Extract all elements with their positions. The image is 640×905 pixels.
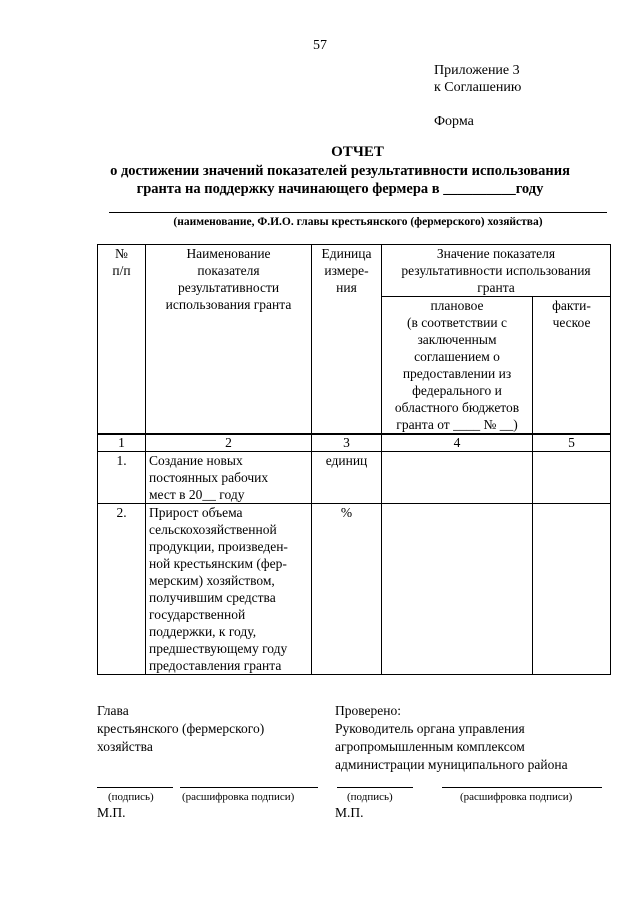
column-number: 3 xyxy=(312,434,382,452)
signature-right-line: агропромышленным комплексом xyxy=(335,739,525,754)
header-unit xyxy=(312,245,382,435)
appendix-reference xyxy=(434,62,521,96)
table-header-row xyxy=(98,245,611,297)
row-name-line: предшествующему году xyxy=(149,641,288,656)
left-signature-line[interactable] xyxy=(97,787,173,788)
header-value-line: Значение показателя xyxy=(436,246,556,261)
farm-name-fill-line xyxy=(109,212,607,213)
left-decode-line[interactable] xyxy=(180,787,318,788)
header-planned-line: плановое xyxy=(430,298,484,313)
signature-left-title xyxy=(97,702,264,756)
row-indicator-name xyxy=(146,452,312,504)
row-name-line: поддержки, к году, xyxy=(149,624,257,639)
signature-right-line: администрации муниципального района xyxy=(335,757,568,772)
header-indicator-name xyxy=(146,245,312,435)
signature-left-line: хозяйства xyxy=(97,739,153,754)
header-indicator-value xyxy=(382,245,611,297)
row-indicator-name xyxy=(146,504,312,675)
right-stamp-label: М.П. xyxy=(335,805,364,820)
header-unit-line: измере- xyxy=(324,263,369,278)
header-planned-line: предоставлении из xyxy=(402,366,512,381)
appendix-line-2: к Соглашению xyxy=(434,80,522,95)
header-planned-line: соглашением о xyxy=(414,349,500,364)
form-label: Форма xyxy=(434,114,474,129)
row-num: 1. xyxy=(98,452,146,504)
header-planned-line: областного бюджетов xyxy=(394,400,520,415)
report-table xyxy=(97,244,611,675)
header-actual xyxy=(533,297,611,435)
header-value-line: гранта xyxy=(477,280,515,295)
header-planned xyxy=(382,297,533,435)
signature-right-line: Руководитель органа управления xyxy=(335,721,525,736)
row-name-line: сельскохозяйственной xyxy=(149,522,277,537)
header-num-line: п/п xyxy=(112,263,131,278)
header-name-line: Наименование xyxy=(186,246,271,261)
row-name-line: мерским) хозяйством, xyxy=(149,573,275,588)
left-sign-caption: (подпись) xyxy=(108,791,154,803)
column-number: 1 xyxy=(98,434,146,452)
document-title: ОТЧЕТ xyxy=(331,144,384,160)
row-name-line: предоставления гранта xyxy=(149,658,282,673)
row-planned-value[interactable] xyxy=(382,504,533,675)
header-num xyxy=(98,245,146,435)
signature-left-line: Глава xyxy=(97,703,129,718)
signature-right-title xyxy=(335,702,568,774)
row-name-line: государственной xyxy=(149,607,246,622)
row-name-line: мест в 20__ году xyxy=(149,487,245,502)
header-planned-line: гранта от ____ № __) xyxy=(396,417,518,432)
document-subtitle xyxy=(40,162,640,198)
row-num: 2. xyxy=(98,504,146,675)
row-name-line: продукции, произведен- xyxy=(149,539,288,554)
farm-name-caption: (наименование, Ф.И.О. главы крестьянского (фермерского) хозяйства) xyxy=(173,216,543,228)
header-value-line: результативности использования xyxy=(401,263,591,278)
column-number: 2 xyxy=(146,434,312,452)
signature-left-line: крестьянского (фермерского) xyxy=(97,721,265,736)
left-stamp-label: М.П. xyxy=(97,805,126,820)
row-name-line: ной крестьянским (фер- xyxy=(149,556,287,571)
row-planned-value[interactable] xyxy=(382,452,533,504)
column-number-row xyxy=(98,434,611,452)
page-number: 57 xyxy=(313,38,327,53)
right-decode-caption: (расшифровка подписи) xyxy=(460,791,573,803)
subtitle-line-1: о достижении значений показателей результативности использования xyxy=(110,163,570,179)
row-unit: % xyxy=(312,504,382,675)
header-name-line: результативности xyxy=(177,280,280,295)
header-actual-line: факти- xyxy=(552,298,591,313)
header-planned-line: заключенным xyxy=(417,332,497,347)
row-actual-value[interactable] xyxy=(533,504,611,675)
right-signature-line[interactable] xyxy=(337,787,413,788)
appendix-line-1: Приложение 3 xyxy=(434,63,520,78)
table-row xyxy=(98,452,611,504)
row-name-line: Прирост объема xyxy=(149,505,243,520)
column-number: 4 xyxy=(382,434,533,452)
header-actual-line: ческое xyxy=(552,315,591,330)
signature-right-line: Проверено: xyxy=(335,703,402,718)
row-actual-value[interactable] xyxy=(533,452,611,504)
header-planned-line: федерального и xyxy=(412,383,502,398)
header-name-line: показателя xyxy=(197,263,260,278)
table-row xyxy=(98,504,611,675)
left-decode-caption: (расшифровка подписи) xyxy=(182,791,295,803)
header-planned-line: (в соответствии с xyxy=(407,315,507,330)
subtitle-line-2: гранта на поддержку начинающего фермера в __________году xyxy=(136,181,544,197)
header-unit-line: ния xyxy=(336,280,357,295)
column-number: 5 xyxy=(533,434,611,452)
header-unit-line: Единица xyxy=(321,246,372,261)
right-sign-caption: (подпись) xyxy=(347,791,393,803)
header-name-line: использования гранта xyxy=(165,297,292,312)
header-num-line: № xyxy=(115,246,128,261)
row-name-line: Создание новых xyxy=(149,453,243,468)
row-name-line: постоянных рабочих xyxy=(149,470,269,485)
row-unit: единиц xyxy=(312,452,382,504)
row-name-line: получившим средства xyxy=(149,590,276,605)
right-decode-line[interactable] xyxy=(442,787,602,788)
